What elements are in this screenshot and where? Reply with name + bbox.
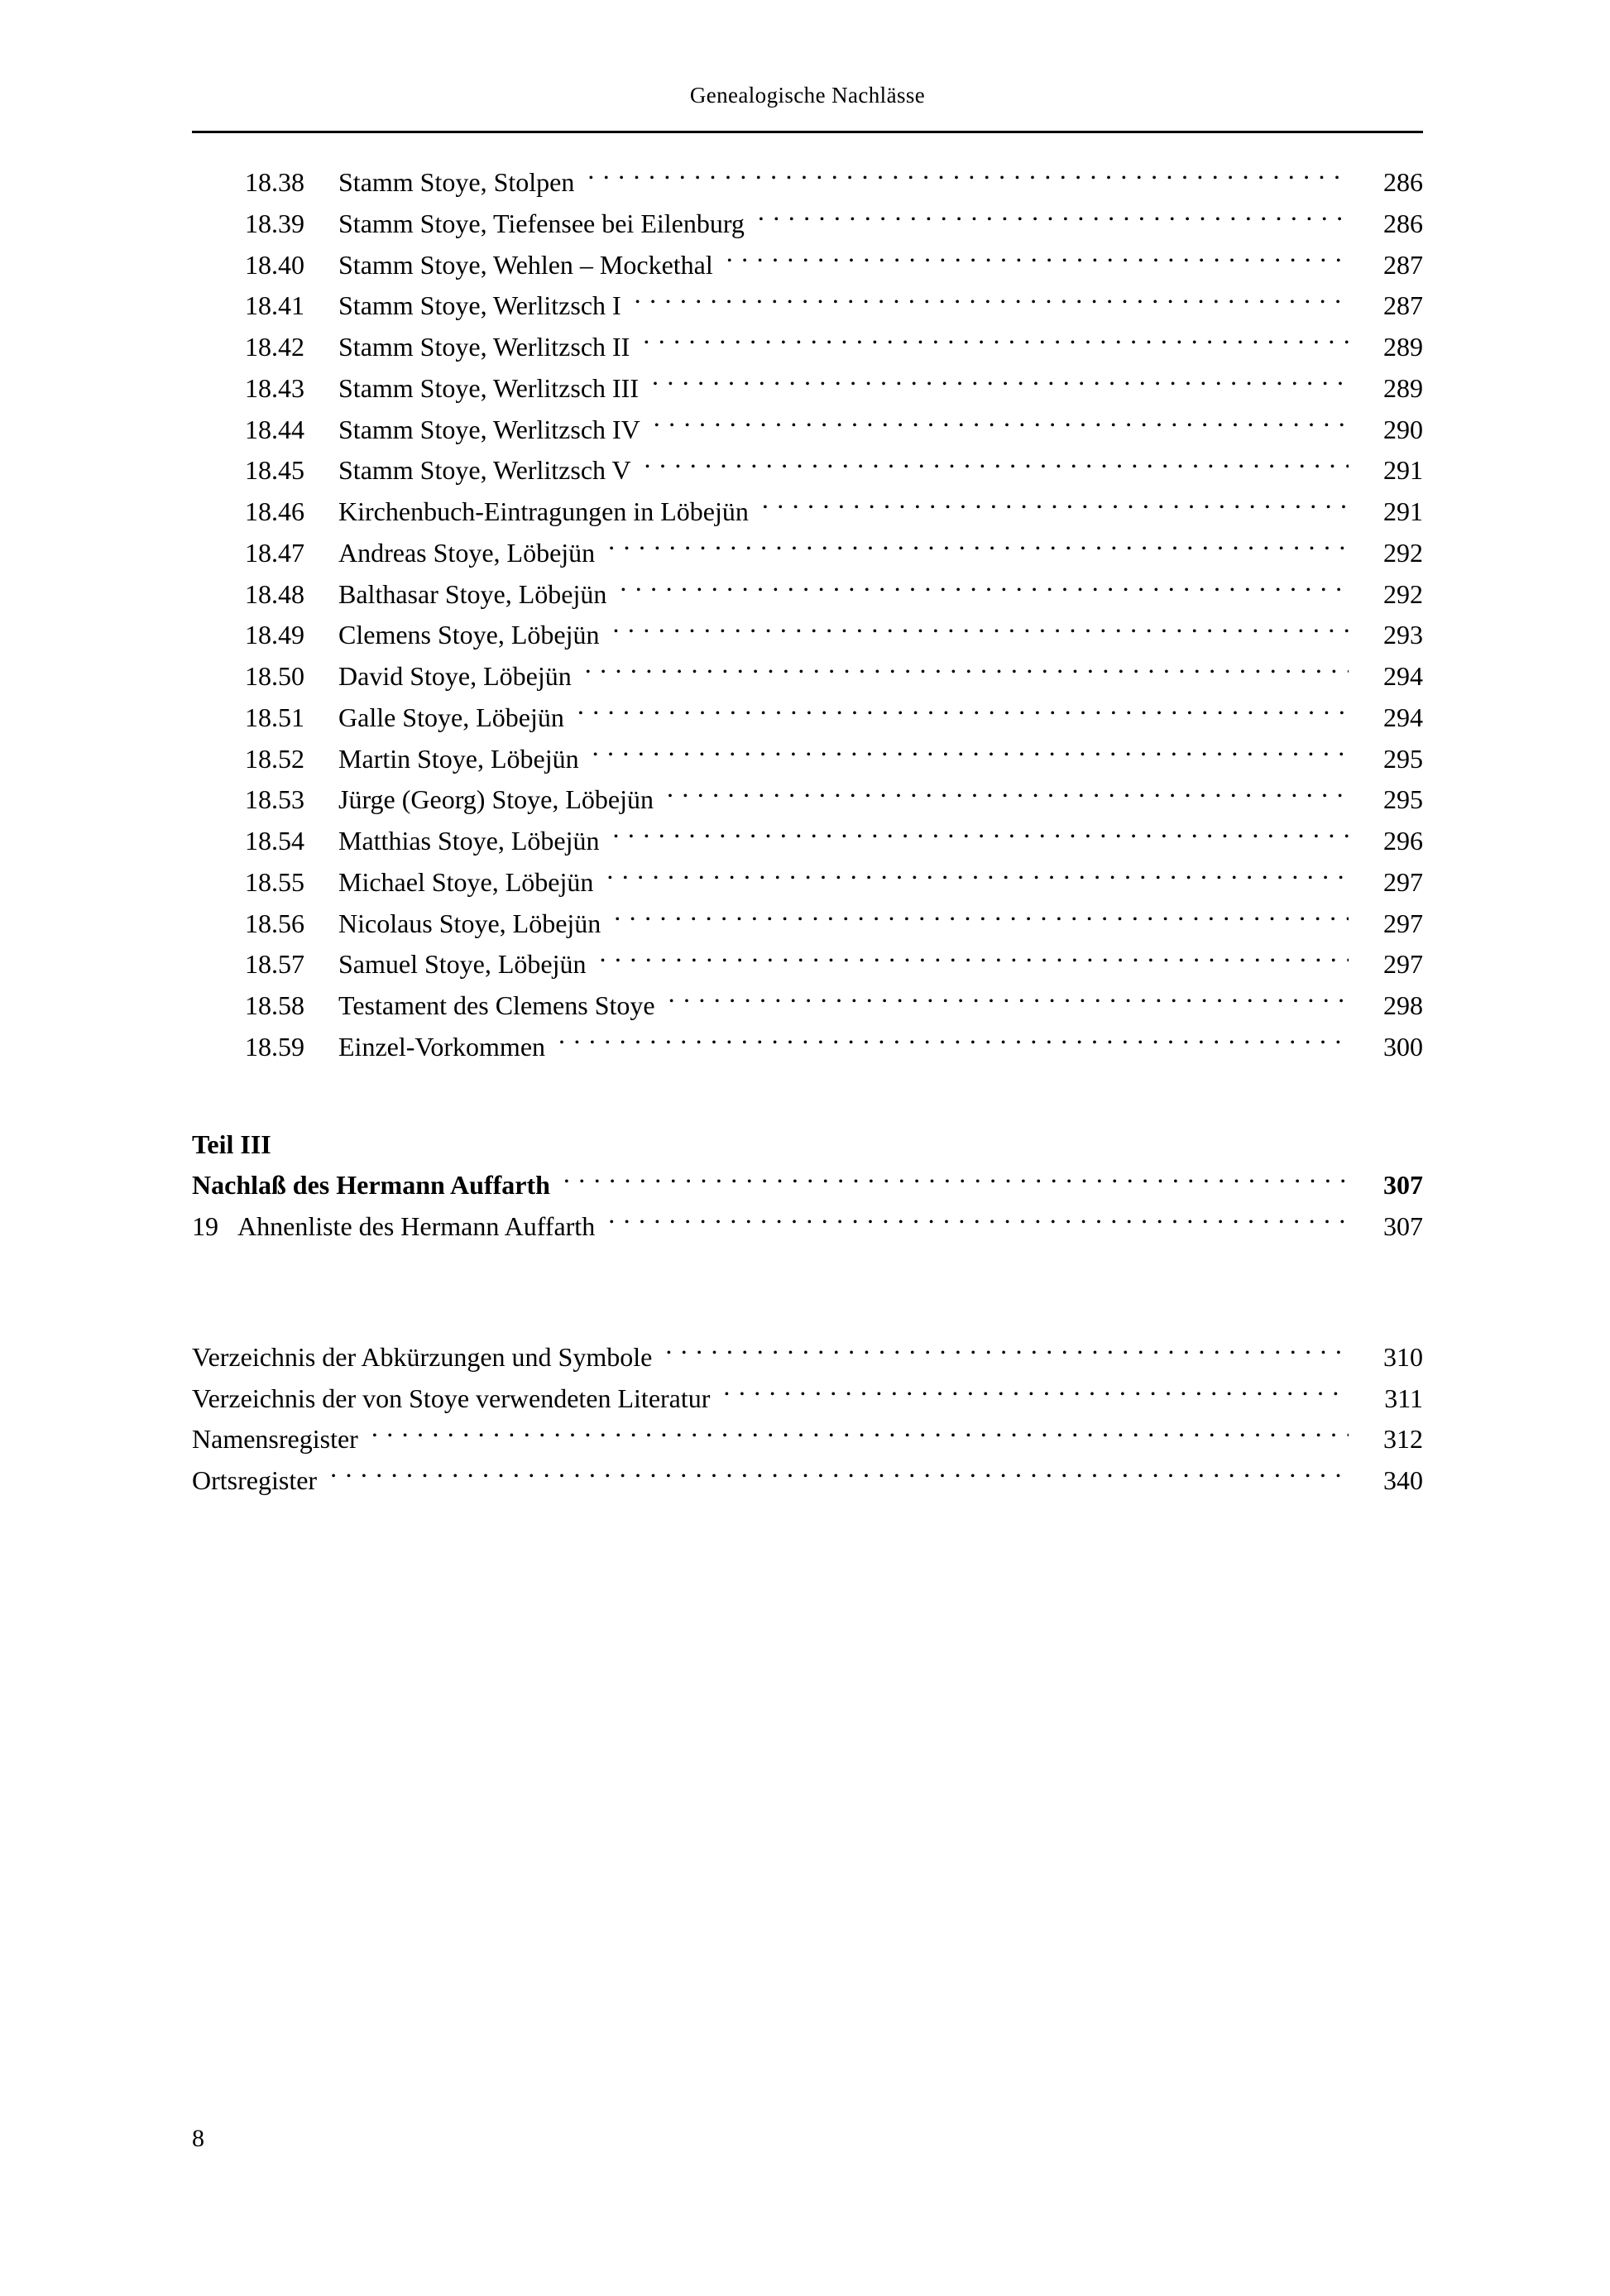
toc-entry-row bbox=[192, 450, 1423, 491]
toc-entry-row bbox=[192, 533, 1423, 574]
toc-entry-page-number: 291 bbox=[1383, 496, 1423, 526]
toc-entry-number: 18.57 bbox=[245, 949, 304, 980]
toc-entry-number: 18.55 bbox=[245, 866, 304, 897]
toc-entry-row bbox=[192, 1027, 1423, 1068]
toc-entry-number: 18.58 bbox=[245, 990, 304, 1020]
toc-entry-title[interactable]: Testament des Clemens Stoye bbox=[338, 990, 655, 1020]
toc-entry-title[interactable]: Matthias Stoye, Löbejün bbox=[338, 826, 600, 856]
toc-entry-number: 18.51 bbox=[245, 702, 304, 732]
toc-entry-page-number: 295 bbox=[1383, 784, 1423, 815]
toc-entry-row bbox=[192, 779, 1423, 821]
toc-entry-row bbox=[192, 491, 1423, 533]
toc-entry-number: 18.40 bbox=[245, 249, 304, 280]
toc-entry-row bbox=[192, 245, 1423, 286]
toc-entry-page-number: 310 bbox=[1383, 1341, 1423, 1372]
toc-entry-page-number: 294 bbox=[1383, 702, 1423, 732]
toc-dot-leader bbox=[606, 865, 1349, 891]
toc-dot-leader bbox=[620, 577, 1349, 603]
toc-entry-title[interactable]: Kirchenbuch-Eintragungen in Löbejün bbox=[338, 496, 749, 526]
toc-entry-page-number: 297 bbox=[1383, 908, 1423, 938]
toc-entry-page-number: 297 bbox=[1383, 866, 1423, 897]
toc-entry-title[interactable]: Galle Stoye, Löbejün bbox=[338, 702, 564, 732]
toc-entry-page-number: 292 bbox=[1383, 537, 1423, 568]
page-folio-number: 8 bbox=[192, 2125, 204, 2152]
toc-entry-number: 18.54 bbox=[245, 826, 304, 856]
toc-entry-number: 18.45 bbox=[245, 455, 304, 486]
toc-entry-row bbox=[192, 574, 1423, 616]
toc-dot-leader bbox=[330, 1463, 1349, 1489]
toc-dot-leader bbox=[613, 823, 1349, 850]
toc-dot-leader bbox=[614, 906, 1349, 932]
toc-dot-leader bbox=[600, 947, 1349, 973]
toc-entry-row bbox=[192, 1419, 1423, 1460]
toc-entry-number: 18.47 bbox=[245, 537, 304, 568]
toc-entry-page-number: 286 bbox=[1383, 167, 1423, 197]
toc-entry-number: 18.52 bbox=[245, 743, 304, 774]
toc-entry-title[interactable]: Clemens Stoye, Löbejün bbox=[338, 620, 600, 650]
table-of-contents bbox=[192, 162, 1423, 1502]
running-header-title: Genealogische Nachlässe bbox=[689, 83, 926, 108]
toc-entry-row bbox=[192, 985, 1423, 1027]
toc-entry-page-number: 293 bbox=[1383, 620, 1423, 650]
toc-dot-leader bbox=[644, 453, 1349, 479]
toc-entry-page-number: 287 bbox=[1383, 290, 1423, 321]
toc-entry-row bbox=[192, 1378, 1423, 1420]
toc-entry-page-number: 298 bbox=[1383, 990, 1423, 1020]
toc-entry-row bbox=[192, 204, 1423, 245]
toc-entry-title[interactable]: Jürge (Georg) Stoye, Löbejün bbox=[338, 784, 654, 815]
toc-dot-leader bbox=[613, 617, 1349, 644]
toc-entry-page-number: 311 bbox=[1384, 1383, 1423, 1413]
toc-entry-page-number: 312 bbox=[1383, 1424, 1423, 1455]
toc-entry-title[interactable]: Stamm Stoye, Tiefensee bei Eilenburg bbox=[338, 208, 745, 238]
toc-dot-leader bbox=[665, 1340, 1349, 1366]
toc-dot-leader bbox=[652, 371, 1349, 397]
toc-entry-title[interactable]: Einzel-Vorkommen bbox=[338, 1031, 546, 1062]
toc-entry-page-number: 289 bbox=[1383, 332, 1423, 362]
toc-entry-title[interactable]: Stamm Stoye, Werlitzsch II bbox=[338, 332, 630, 362]
toc-dot-leader bbox=[726, 247, 1349, 274]
toc-entry-row bbox=[192, 410, 1423, 451]
toc-dot-leader bbox=[758, 206, 1349, 232]
toc-dot-leader bbox=[558, 1029, 1349, 1056]
toc-entry-title[interactable]: Ahnenliste des Hermann Auffarth bbox=[237, 1211, 596, 1241]
toc-entry-page-number: 294 bbox=[1383, 661, 1423, 691]
toc-entry-row bbox=[192, 1165, 1423, 1206]
toc-section-18 bbox=[192, 162, 1423, 1068]
toc-entry-page-number: 289 bbox=[1383, 372, 1423, 403]
toc-entry-number: 18.49 bbox=[245, 620, 304, 650]
toc-entry-row bbox=[192, 1460, 1423, 1502]
toc-part-label-row bbox=[192, 1124, 1423, 1166]
toc-entry-title[interactable]: Stamm Stoye, Wehlen – Mockethal bbox=[338, 249, 713, 280]
toc-dot-leader bbox=[643, 329, 1349, 356]
toc-entry-page-number: 340 bbox=[1383, 1465, 1423, 1495]
toc-entry-page-number: 286 bbox=[1383, 208, 1423, 238]
toc-entry-title[interactable]: Stamm Stoye, Werlitzsch IV bbox=[338, 414, 640, 444]
toc-entry-number: 18.43 bbox=[245, 372, 304, 403]
toc-dot-leader bbox=[654, 412, 1349, 439]
toc-entry-row bbox=[192, 368, 1423, 410]
toc-dot-leader bbox=[592, 741, 1349, 768]
header-rule-divider bbox=[192, 131, 1423, 133]
toc-entry-title[interactable]: David Stoye, Löbejün bbox=[338, 661, 572, 691]
toc-entry-title[interactable]: Namensregister bbox=[192, 1424, 358, 1455]
toc-dot-leader bbox=[577, 700, 1349, 726]
toc-entry-page-number: 291 bbox=[1383, 455, 1423, 486]
toc-entry-title[interactable]: Martin Stoye, Löbejün bbox=[338, 743, 579, 774]
toc-dot-leader bbox=[762, 494, 1349, 520]
toc-dot-leader bbox=[608, 1209, 1349, 1235]
toc-entry-title[interactable]: Verzeichnis der Abkürzungen und Symbole bbox=[192, 1341, 653, 1372]
toc-entry-number: 18.48 bbox=[245, 578, 304, 609]
toc-entry-row bbox=[192, 739, 1423, 780]
toc-entry-title[interactable]: Stamm Stoye, Werlitzsch V bbox=[338, 455, 631, 486]
toc-dot-leader bbox=[723, 1381, 1349, 1407]
toc-entry-row bbox=[192, 862, 1423, 904]
toc-entry-title[interactable]: Andreas Stoye, Löbejün bbox=[338, 537, 596, 568]
toc-entry-page-number: 287 bbox=[1383, 249, 1423, 280]
toc-dot-leader bbox=[563, 1167, 1349, 1194]
toc-dot-leader bbox=[668, 988, 1349, 1014]
toc-entry-row bbox=[192, 1206, 1423, 1248]
toc-section-part3 bbox=[192, 1165, 1423, 1248]
toc-gap-before-part3 bbox=[192, 1068, 1423, 1124]
toc-entry-number: 18.46 bbox=[245, 496, 304, 526]
toc-entry-title[interactable]: Nachlaß des Hermann Auffarth bbox=[192, 1170, 550, 1201]
toc-entry-row bbox=[192, 1337, 1423, 1378]
toc-dot-leader bbox=[608, 535, 1349, 562]
toc-entry-row bbox=[192, 904, 1423, 945]
toc-entry-number: 18.59 bbox=[245, 1031, 304, 1062]
toc-entry-number: 19 bbox=[192, 1211, 218, 1241]
toc-gap-before-backmatter bbox=[192, 1248, 1423, 1337]
toc-entry-number: 18.44 bbox=[245, 414, 304, 444]
toc-entry-row bbox=[192, 656, 1423, 697]
toc-entry-number: 18.50 bbox=[245, 661, 304, 691]
toc-entry-title[interactable]: Nicolaus Stoye, Löbejün bbox=[338, 908, 601, 938]
toc-entry-number: 18.41 bbox=[245, 290, 304, 321]
toc-dot-leader bbox=[635, 288, 1349, 314]
toc-entry-number: 18.53 bbox=[245, 784, 304, 815]
toc-entry-number: 18.39 bbox=[245, 208, 304, 238]
toc-entry-row bbox=[192, 697, 1423, 739]
toc-entry-row bbox=[192, 327, 1423, 368]
toc-entry-page-number: 307 bbox=[1383, 1170, 1423, 1201]
toc-entry-row bbox=[192, 285, 1423, 327]
toc-entry-number: 18.38 bbox=[245, 167, 304, 197]
toc-entry-page-number: 300 bbox=[1383, 1031, 1423, 1062]
toc-entry-title[interactable]: Stamm Stoye, Werlitzsch III bbox=[338, 372, 639, 403]
toc-part-label: Teil III bbox=[192, 1129, 271, 1159]
toc-entry-number: 18.42 bbox=[245, 332, 304, 362]
toc-entry-number: 18.56 bbox=[245, 908, 304, 938]
toc-entry-title[interactable]: Stamm Stoye, Werlitzsch I bbox=[338, 290, 621, 321]
toc-entry-row bbox=[192, 162, 1423, 204]
toc-entry-title[interactable]: Michael Stoye, Löbejün bbox=[338, 866, 594, 897]
toc-entry-row bbox=[192, 821, 1423, 862]
toc-entry-page-number: 292 bbox=[1383, 578, 1423, 609]
toc-dot-leader bbox=[667, 782, 1349, 808]
toc-entry-title[interactable]: Verzeichnis der von Stoye verwendeten Literatur bbox=[192, 1383, 711, 1413]
toc-entry-title[interactable]: Stamm Stoye, Stolpen bbox=[338, 167, 575, 197]
toc-entry-title[interactable]: Ortsregister bbox=[192, 1465, 318, 1495]
toc-entry-row bbox=[192, 944, 1423, 985]
toc-entry-page-number: 290 bbox=[1383, 414, 1423, 444]
toc-entry-title[interactable]: Samuel Stoye, Löbejün bbox=[338, 949, 587, 980]
toc-entry-row bbox=[192, 615, 1423, 656]
toc-entry-page-number: 307 bbox=[1383, 1211, 1423, 1241]
toc-dot-leader bbox=[587, 165, 1349, 191]
toc-entry-title[interactable]: Balthasar Stoye, Löbejün bbox=[338, 578, 607, 609]
toc-entry-page-number: 295 bbox=[1383, 743, 1423, 774]
toc-dot-leader bbox=[585, 659, 1349, 685]
toc-entry-page-number: 297 bbox=[1383, 949, 1423, 980]
toc-section-backmatter bbox=[192, 1337, 1423, 1502]
toc-entry-page-number: 296 bbox=[1383, 826, 1423, 856]
toc-dot-leader bbox=[371, 1421, 1349, 1448]
